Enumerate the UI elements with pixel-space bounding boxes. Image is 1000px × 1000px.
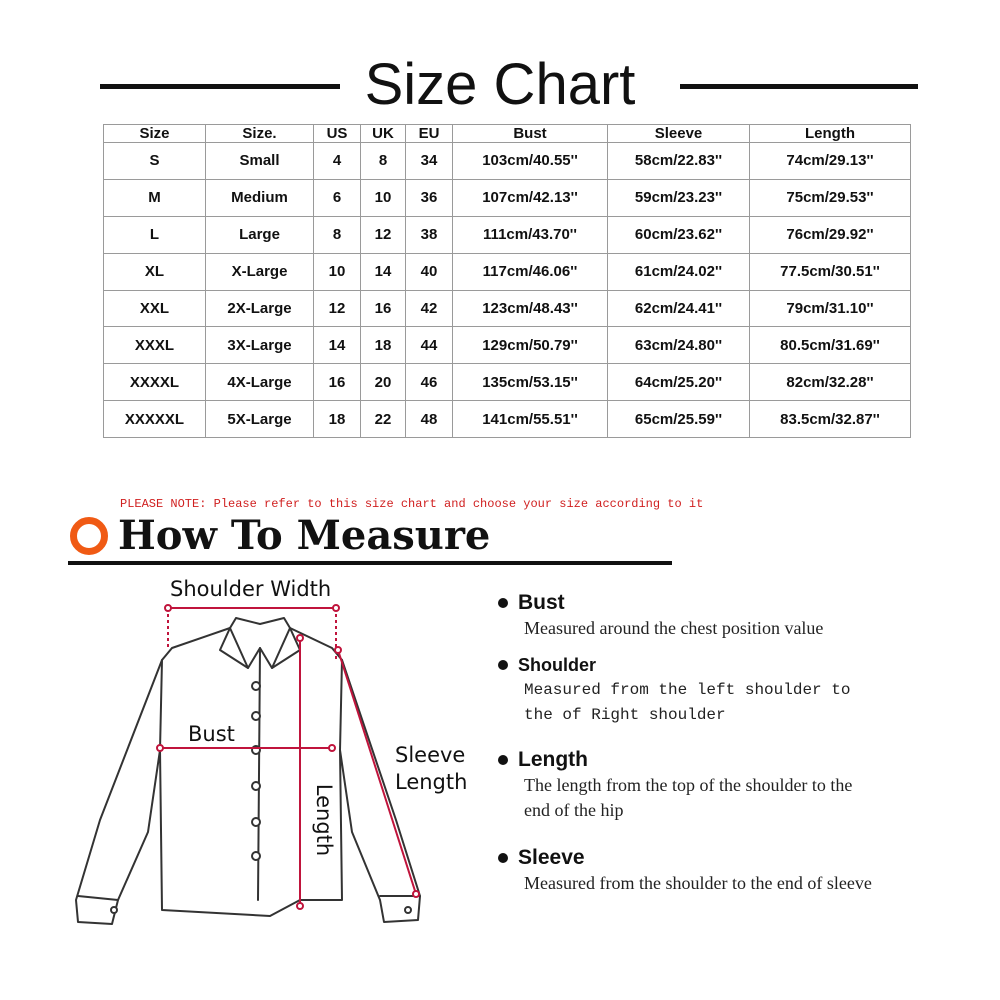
table-row	[104, 216, 911, 253]
table-cell: 83.5cm/32.87''	[750, 401, 911, 438]
table-cell: Small	[206, 143, 314, 180]
table-cell: 82cm/32.28''	[750, 364, 911, 401]
table-cell: XL	[104, 253, 206, 290]
how-to-measure-title: How To Measure	[118, 512, 491, 559]
table-cell: XXL	[104, 290, 206, 327]
button	[252, 818, 260, 826]
table-cell: 14	[361, 253, 406, 290]
table-cell: X-Large	[206, 253, 314, 290]
sleeve-label-line2: Length	[395, 770, 468, 794]
table-cell: M	[104, 179, 206, 216]
table-cell: 117cm/46.06''	[453, 253, 608, 290]
table-row	[104, 327, 911, 364]
table-cell: 40	[406, 253, 453, 290]
table-cell: 10	[361, 179, 406, 216]
table-cell: 12	[314, 290, 361, 327]
table-cell: 77.5cm/30.51''	[750, 253, 911, 290]
table-cell: 4	[314, 143, 361, 180]
header-cell: Size.	[206, 125, 314, 143]
size-table	[103, 124, 911, 438]
page-title: Size Chart	[364, 52, 636, 117]
table-cell: Medium	[206, 179, 314, 216]
table-cell: 36	[406, 179, 453, 216]
table-cell: 62cm/24.41''	[608, 290, 750, 327]
sleeve-label-line1: Sleeve	[395, 743, 466, 767]
table-cell: 8	[314, 216, 361, 253]
table-cell: 79cm/31.10''	[750, 290, 911, 327]
table-cell: 61cm/24.02''	[608, 253, 750, 290]
header-cell: UK	[361, 125, 406, 143]
table-header-row	[104, 125, 911, 143]
size-note: PLEASE NOTE: Please refer to this size chart and choose your size according to it	[120, 497, 704, 511]
table-cell: 12	[361, 216, 406, 253]
desc-shoulder	[498, 652, 864, 728]
table-row	[104, 143, 911, 180]
table-cell: 16	[314, 364, 361, 401]
header-cell: Size	[104, 125, 206, 143]
heading-underline	[68, 561, 672, 565]
table-cell: 10	[314, 253, 361, 290]
table-cell: XXXXXL	[104, 401, 206, 438]
title-rule-left	[100, 84, 340, 89]
bullet-icon	[498, 853, 508, 863]
left-cuff	[78, 896, 118, 900]
table-cell: 58cm/22.83''	[608, 143, 750, 180]
desc-length	[498, 747, 874, 823]
header-cell: Bust	[453, 125, 608, 143]
table-cell: 42	[406, 290, 453, 327]
table-cell: 6	[314, 179, 361, 216]
table-cell: 20	[361, 364, 406, 401]
table-cell: 64cm/25.20''	[608, 364, 750, 401]
desc-title-text: Bust	[518, 591, 565, 614]
bullet-icon	[498, 598, 508, 608]
desc-text: Measured from the left shoulder to the of Right shoulder	[524, 681, 851, 724]
table-row	[104, 364, 911, 401]
table-row	[104, 179, 911, 216]
table-cell: 63cm/24.80''	[608, 327, 750, 364]
table-cell: 141cm/55.51''	[453, 401, 608, 438]
table-cell: 2X-Large	[206, 290, 314, 327]
desc-title-text: Length	[518, 748, 588, 771]
table-cell: 75cm/29.53''	[750, 179, 911, 216]
table-cell: 4X-Large	[206, 364, 314, 401]
desc-sleeve	[498, 845, 879, 896]
cuff-button	[405, 907, 411, 913]
shirt-body-outline	[76, 628, 420, 924]
table-cell: 34	[406, 143, 453, 180]
header-cell: Length	[750, 125, 911, 143]
table-cell: XXXL	[104, 327, 206, 364]
table-cell: 74cm/29.13''	[750, 143, 911, 180]
table-row	[104, 290, 911, 327]
table-cell: 3X-Large	[206, 327, 314, 364]
table-cell: 44	[406, 327, 453, 364]
table-cell: Large	[206, 216, 314, 253]
table-cell: 18	[361, 327, 406, 364]
desc-bust	[498, 590, 884, 641]
button	[252, 712, 260, 720]
header-cell: US	[314, 125, 361, 143]
table-cell: 5X-Large	[206, 401, 314, 438]
table-cell: 107cm/42.13''	[453, 179, 608, 216]
button	[252, 682, 260, 690]
table-cell: 18	[314, 401, 361, 438]
circle-bullet-icon	[70, 517, 108, 555]
button	[252, 852, 260, 860]
shoulder-width-label: Shoulder Width	[170, 577, 332, 601]
table-row	[104, 401, 911, 438]
table-cell: 8	[361, 143, 406, 180]
table-cell: S	[104, 143, 206, 180]
table-cell: 59cm/23.23''	[608, 179, 750, 216]
table-cell: 123cm/48.43''	[453, 290, 608, 327]
desc-title-text: Sleeve	[518, 846, 585, 869]
table-cell: 38	[406, 216, 453, 253]
table-cell: 46	[406, 364, 453, 401]
desc-text: Measured around the chest position value	[524, 618, 824, 638]
table-cell: 103cm/40.55''	[453, 143, 608, 180]
header-cell: EU	[406, 125, 453, 143]
table-cell: 22	[361, 401, 406, 438]
table-cell: 65cm/25.59''	[608, 401, 750, 438]
desc-text: The length from the top of the shoulder to the end of the hip	[524, 775, 853, 820]
table-cell: 80.5cm/31.69''	[750, 327, 911, 364]
table-cell: 129cm/50.79''	[453, 327, 608, 364]
desc-text: Measured from the shoulder to the end of sleeve	[524, 873, 872, 893]
table-row	[104, 253, 911, 290]
table-cell: 60cm/23.62''	[608, 216, 750, 253]
table-cell: 48	[406, 401, 453, 438]
table-cell: XXXXL	[104, 364, 206, 401]
bullet-icon	[498, 755, 508, 765]
button	[252, 782, 260, 790]
header-cell: Sleeve	[608, 125, 750, 143]
table-cell: 135cm/53.15''	[453, 364, 608, 401]
table-cell: 16	[361, 290, 406, 327]
table-cell: 111cm/43.70''	[453, 216, 608, 253]
table-cell: 14	[314, 327, 361, 364]
table-cell: L	[104, 216, 206, 253]
bust-label: Bust	[188, 722, 235, 746]
length-label: Length	[312, 783, 337, 857]
table-cell: 76cm/29.92''	[750, 216, 911, 253]
desc-title-text: Shoulder	[518, 655, 597, 675]
title-rule-right	[680, 84, 918, 89]
cuff-button	[111, 907, 117, 913]
bullet-icon	[498, 660, 508, 670]
